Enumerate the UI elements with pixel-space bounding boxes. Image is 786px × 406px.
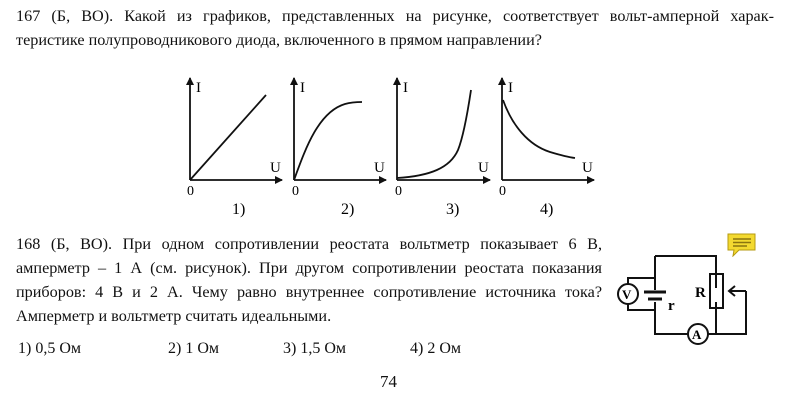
note-icon[interactable]	[727, 233, 757, 257]
graph-4-y-label: I	[508, 80, 513, 96]
voltmeter-wire-top	[628, 278, 655, 284]
voltmeter-wire-bottom	[628, 304, 655, 310]
graph-3	[395, 78, 490, 218]
graph-3-curve	[397, 90, 471, 178]
graph-1-curve	[190, 95, 266, 180]
graph-1-x-label: U	[270, 160, 281, 176]
rheostat-wire	[716, 291, 746, 334]
answer-option: 4) 2 Ом	[410, 340, 462, 357]
ammeter-label: A	[692, 327, 702, 342]
graph-4-origin: 0	[499, 184, 506, 199]
graph-1-y-label: I	[196, 80, 201, 96]
voltmeter-label: V	[622, 287, 632, 302]
answer-options	[18, 340, 578, 364]
graph-3-origin: 0	[395, 184, 402, 199]
graph-2-origin: 0	[292, 184, 299, 199]
question-168-line-1: 168 (Б, ВО). При одном сопротивлении реостата вольтметр показывает 6 В,	[16, 235, 602, 253]
graph-2-label: 2)	[341, 201, 355, 218]
circuit-diagram	[618, 256, 746, 344]
question-167-line-2: теристике полупроводникового диода, включенного в прямом направлении?	[16, 31, 542, 49]
graph-2	[292, 78, 386, 218]
graph-4-curve	[503, 100, 575, 158]
graph-4-label: 4)	[540, 201, 554, 218]
graph-2-y-label: I	[300, 80, 305, 96]
graph-4	[499, 78, 594, 218]
answer-option: 1) 0,5 Ом	[18, 340, 82, 357]
question-168-line-3: приборов: 4 В и 2 А. Чему равно внутреннее сопротивление источника тока?	[16, 283, 602, 301]
answer-option: 2) 1 Ом	[168, 340, 220, 357]
internal-resistance-label: r	[668, 298, 675, 314]
question-167-line-1: 167 (Б, ВО). Какой из графиков, представленных на рисунке, соответствует вольт-амперной харак-	[16, 7, 774, 25]
graph-3-label: 3)	[446, 201, 460, 218]
graph-1-label: 1)	[232, 201, 246, 218]
question-168-line-4: Амперметр и вольтметр считать идеальными.	[16, 307, 332, 325]
page-number: 74	[380, 372, 397, 391]
answer-option: 3) 1,5 Ом	[283, 340, 347, 357]
graph-2-curve	[294, 102, 362, 180]
graph-2-x-label: U	[374, 160, 385, 176]
graph-1	[187, 78, 282, 218]
graph-1-origin: 0	[187, 184, 194, 199]
graph-3-x-label: U	[478, 160, 489, 176]
circuit-wire-top	[655, 256, 716, 288]
graph-4-x-label: U	[582, 160, 593, 176]
question-168-line-2: амперметр – 1 А (см. рисунок). При другом сопротивлении реостата показания	[16, 259, 602, 277]
rheostat-label: R	[695, 285, 706, 301]
question-168	[16, 232, 602, 328]
graph-3-y-label: I	[403, 80, 408, 96]
